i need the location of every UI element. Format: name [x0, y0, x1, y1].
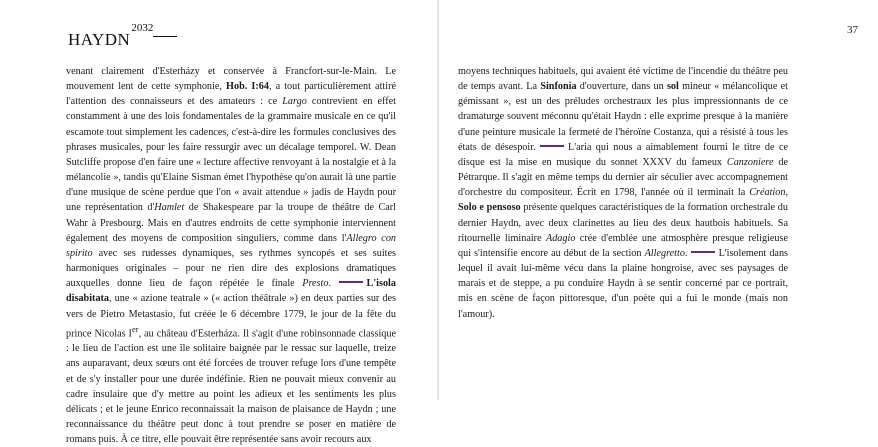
text-run: L'aria qui nous a aimablement fourni le titre de ce disque est la mise en musique du sonnet XXXV du fameux [458, 141, 788, 168]
text-run: , [785, 187, 788, 199]
left-text-column [66, 64, 396, 447]
work-title: Création [749, 187, 786, 199]
text-run: de Pétrarque. Il s'agit en même temps du dernier air séculier avec accompagnement d'orchestre du compositeur. Écrit en 1798, l'année où il terminait la [458, 156, 788, 199]
left-page [0, 0, 439, 446]
work-title: Hamlet [154, 202, 185, 214]
text-run: de Shakespeare par la troupe de théâtre de Carl Wahr à Presbourg. Mais en d'autres endroits de cette symphonie interviennent également des moyens de composition singuliers, comme dans l' [66, 202, 396, 244]
text-run: avec ses rudesses dynamiques, ses rythmes syncopés et ses suites harmoniques originales – pour ne rien dire des explosions dramatiques auxquelles donne lieu de façon répétée le finale [66, 247, 396, 290]
page-number: 37 [847, 24, 858, 36]
tempo-marking: Allegro con spirito [66, 232, 397, 259]
work-title: L'isola disabitata [66, 278, 396, 305]
text-run: d'ouverture, dans un [576, 81, 667, 93]
header-rule [153, 36, 177, 37]
text-run: , au château d'Esterháza. Il s'agit d'une robinsonnade classique : le lieu de l'action est une île solitaire baignée par le ressac sur laquelle, treize ans auparavant, deux sœurs ont été forcées de trouver refuge lors d'une tempête et de s'y installer pour une durée indéfinie. Rien ne pouvait mieux convenir au cadre insulaire que d'y mettre au point les adieux et les sentiments les plus délicats ; et le jeune Enrico reconnaissait la maison de plaisance de Haydn ; une reconnaissance du théâtre peut donc à tout prendre se poser en matière de romans puis. À ce titre, elle pouvait être représentée sans avoir recours aux [66, 328, 396, 446]
text-run: moyens techniques habituels, qui avaient été victime de l'incendie du théâtre peu de temps avant. La [458, 66, 788, 93]
text-run: , une « azione teatrale » (« action théâtrale ») en deux parties sur des vers de Pietro Metastasio, fut créée le 6 décembre 1779, le jour de la fête du prince Nicolas I [66, 293, 396, 340]
superscript: er [131, 323, 139, 334]
header-brand-name: HAYDN [68, 30, 131, 49]
work-title: Canzoniere [726, 156, 774, 168]
text-run: mineur « mélancolique et gémissant », est un des préludes orchestraux les plus impressionnants de ce dramaturge souvent méconnu qu'était Haydn : elle exprime presque à la manière d'une peinture musicale la fermeté de l'héroïne Costanza, qui a résisté à tous les états de désespoir. [458, 81, 789, 153]
right-text-column [458, 64, 788, 322]
tempo-marking: Presto [302, 278, 329, 290]
header-brand-year: 2032 [131, 22, 154, 34]
left-paragraph [66, 64, 396, 447]
text-run: contrevient en effet constamment à une des lois fondamentales de la grammaire musicale en ce qu'il escamote tout simplement les cadences, c'est-à-dire les formules conclusives des phrases musicales, pour les faire ressurgir avec un décalage temporel. W. Dean Sutcliffe propose d'en faire une « lecture affective renvoyant à la nostalgie et à la mélancolie », tandis qu'Elaine Sisman émet l'hypothèse qu'on aurait là une partie d'une musique de scène perdue que l'on « avait attendue » jadis de Haydn pour une représentation d' [66, 96, 396, 214]
right-paragraph [458, 64, 788, 322]
catalog-reference: Hob. I:64 [226, 81, 269, 93]
text-run: venant clairement d'Esterházy et conservée à Francfort-sur-le-Main. Le mouvement lent de cette symphonie, [66, 66, 396, 93]
key-name: sol [666, 81, 679, 93]
tempo-marking: Largo [282, 96, 307, 108]
tempo-marking: Allegretto [644, 247, 685, 259]
text-run: crée d'emblée une atmosphère presque religieuse qui s'intensifie encore au début de la section [458, 232, 788, 259]
text-run: L'isolement dans lequel il avait lui-même vécu dans la plaine hongroise, avec ses paysages de marais et de steppe, a pu conduire Haydn à se sentir concerné par ce portrait, mis en scène de façon pittoresque, d'un poète qui a fui le monde (mais non l'amour). [458, 247, 788, 320]
movement-title: Sinfonia [540, 81, 577, 93]
tempo-marking: Adagio [545, 232, 576, 244]
section-marker [339, 281, 363, 283]
section-marker [540, 145, 564, 147]
text-run: . [684, 247, 691, 259]
section-marker [691, 251, 715, 253]
right-page [439, 0, 878, 400]
text-run: . [328, 278, 339, 290]
running-header [68, 22, 177, 50]
work-title: Solo e pensoso [458, 202, 521, 214]
text-run: présente quelques caractéristiques de la formation orchestrale du dernier Haydn, avec deux clarinettes au lieu des deux hautbois habituels. Sa ritournelle liminaire [458, 202, 788, 244]
text-run: , a tout particulièrement attiré l'attention des connaisseurs et des amateurs : ce [66, 81, 396, 108]
